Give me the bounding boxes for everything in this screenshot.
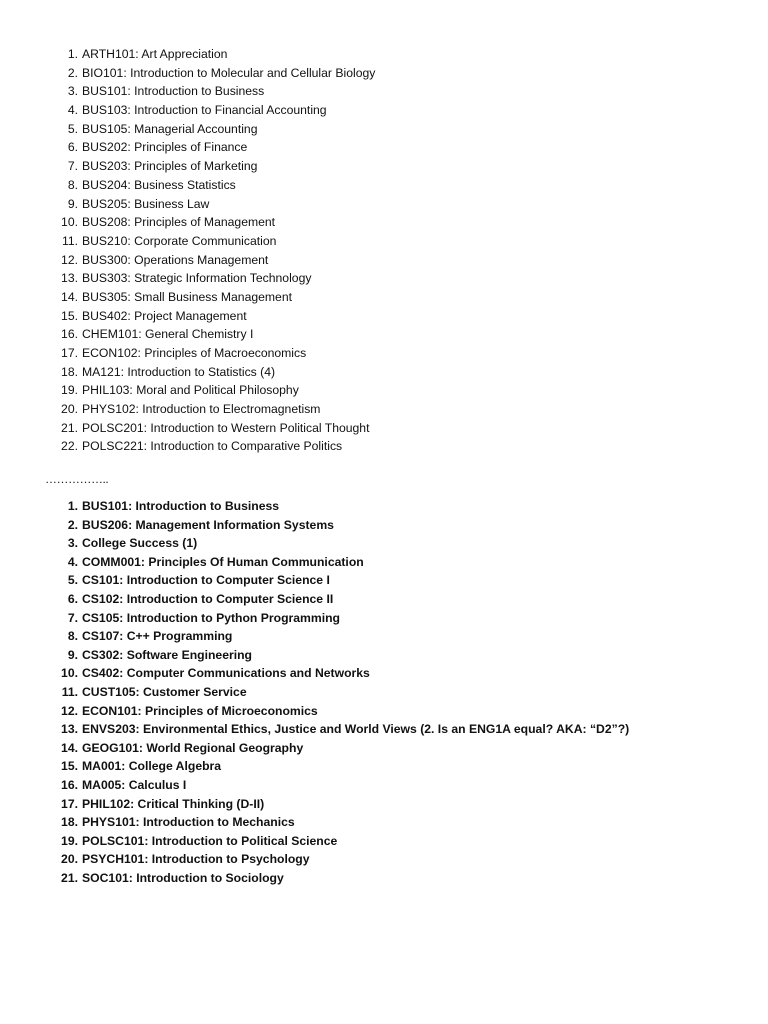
list-item-text: PHYS102: Introduction to Electromagnetism <box>82 402 321 417</box>
list-item-number: 21. <box>61 420 78 435</box>
list-item-text: BUS402: Project Management <box>82 308 247 323</box>
list-item-number: 19. <box>61 383 78 398</box>
list-item-text: BUS210: Corporate Communication <box>82 233 277 248</box>
list-item-number: 17. <box>61 796 78 811</box>
list-item-number: 13. <box>61 722 78 737</box>
list-item-text: SOC101: Introduction to Sociology <box>82 870 284 885</box>
list-item-number: 20. <box>61 852 78 867</box>
section-separator: …………….. <box>45 472 109 486</box>
list-item-number: 14. <box>61 289 78 304</box>
list-item-number: 17. <box>61 346 78 360</box>
list-item-text: BUS105: Managerial Accounting <box>82 121 258 136</box>
list-item-number: 4. <box>67 554 78 569</box>
list-item-text: CHEM101: General Chemistry I <box>82 327 254 342</box>
list-item-number: 7. <box>67 610 78 625</box>
list-item-number: 12. <box>61 703 78 718</box>
list-item-number: 21. <box>61 870 78 885</box>
list-item-number: 5. <box>67 121 78 136</box>
list-item-text: BUS300: Operations Management <box>82 252 269 267</box>
list-item-text: CS101: Introduction to Computer Science I <box>82 573 330 588</box>
list-item-text: BIO101: Introduction to Molecular and Cellular Biology <box>82 65 376 80</box>
list-item-text: BUS103: Introduction to Financial Accounting <box>82 103 327 118</box>
list-item-number: 2. <box>67 517 78 532</box>
list-item-number: 20. <box>61 402 78 417</box>
list-item-number: 11. <box>61 684 78 699</box>
list-item-text: MA121: Introduction to Statistics (4) <box>82 364 276 379</box>
list-item-number: 3. <box>67 84 78 99</box>
list-item-text: PHIL103: Moral and Political Philosophy <box>82 383 299 398</box>
list-item-text: BUS101: Introduction to Business <box>82 84 265 99</box>
list-item-text: BUS303: Strategic Information Technology <box>82 271 312 286</box>
list-item-number: 1. <box>67 499 78 513</box>
list-item-number: 3. <box>67 536 78 551</box>
list-item-number: 9. <box>67 196 78 211</box>
list-item-text: BUS203: Principles of Marketing <box>82 159 258 174</box>
list-item-text: CS102: Introduction to Computer Science II <box>82 591 334 606</box>
list-item-text: POLSC201: Introduction to Western Political Thought <box>82 420 370 435</box>
list-item-number: 5. <box>67 573 78 588</box>
list-item-number: 11. <box>61 233 78 248</box>
list-item-number: 18. <box>61 815 78 830</box>
list-item-text: PSYCH101: Introduction to Psychology <box>82 852 310 867</box>
list-item-text: POLSC101: Introduction to Political Science <box>82 833 338 848</box>
list-item-number: 15. <box>61 759 78 774</box>
list-item-text: ECON101: Principles of Microeconomics <box>82 703 318 718</box>
list-item-text: PHIL102: Critical Thinking (D-II) <box>82 796 265 811</box>
list-item-text: BUS305: Small Business Management <box>82 289 293 304</box>
list-item-text: BUS101: Introduction to Business <box>82 499 280 513</box>
list-item-text: College Success (1) <box>82 536 198 551</box>
list-item-text: PHYS101: Introduction to Mechanics <box>82 815 295 830</box>
list-item-number: 19. <box>61 833 78 848</box>
list-item-text: CS105: Introduction to Python Programming <box>82 610 340 625</box>
list-item-number: 8. <box>67 629 78 644</box>
list-item-number: 6. <box>67 140 78 155</box>
list-item-number: 2. <box>67 65 78 80</box>
list-item-text: ENVS203: Environmental Ethics, Justice and World Views (2. Is an ENG1A equal? AKA: “D2”?) <box>82 722 630 737</box>
list-item-text: COMM001: Principles Of Human Communication <box>82 554 364 569</box>
list-item-number: 7. <box>67 159 78 174</box>
list-item-text: BUS205: Business Law <box>82 196 210 211</box>
list-item-number: 15. <box>61 308 78 323</box>
list-item-number: 13. <box>61 271 78 286</box>
list-item-number: 9. <box>67 647 78 662</box>
list-item-number: 1. <box>67 47 78 61</box>
list-item-text: MA005: Calculus I <box>82 777 187 792</box>
list-item-text: CS107: C++ Programming <box>82 629 233 644</box>
list-item-number: 16. <box>61 327 78 342</box>
list-item-text: POLSC221: Introduction to Comparative Politics <box>82 439 343 454</box>
list-item-text: MA001: College Algebra <box>82 759 222 774</box>
list-item-number: 4. <box>67 103 78 118</box>
list-item-number: 12. <box>61 252 78 267</box>
list-item-text: GEOG101: World Regional Geography <box>82 740 304 755</box>
list-item-number: 8. <box>67 177 78 192</box>
list-item-text: CUST105: Customer Service <box>82 684 247 699</box>
list-item-number: 16. <box>61 777 78 792</box>
list-item-text: ECON102: Principles of Macroeconomics <box>82 346 307 360</box>
list-item-text: BUS204: Business Statistics <box>82 177 236 192</box>
list-item-text: BUS202: Principles of Finance <box>82 140 248 155</box>
list-item-number: 10. <box>61 215 78 230</box>
list-item-number: 6. <box>67 591 78 606</box>
list-item-number: 10. <box>61 666 78 681</box>
list-item-text: BUS206: Management Information Systems <box>82 517 334 532</box>
list-item-number: 22. <box>61 439 78 454</box>
list-item-text: CS302: Software Engineering <box>82 647 252 662</box>
list-item-text: CS402: Computer Communications and Networks <box>82 666 370 681</box>
list-item-text: BUS208: Principles of Management <box>82 215 276 230</box>
list-item-text: ARTH101: Art Appreciation <box>82 47 228 61</box>
list-item-number: 14. <box>61 740 78 755</box>
list-item-number: 18. <box>61 364 78 379</box>
